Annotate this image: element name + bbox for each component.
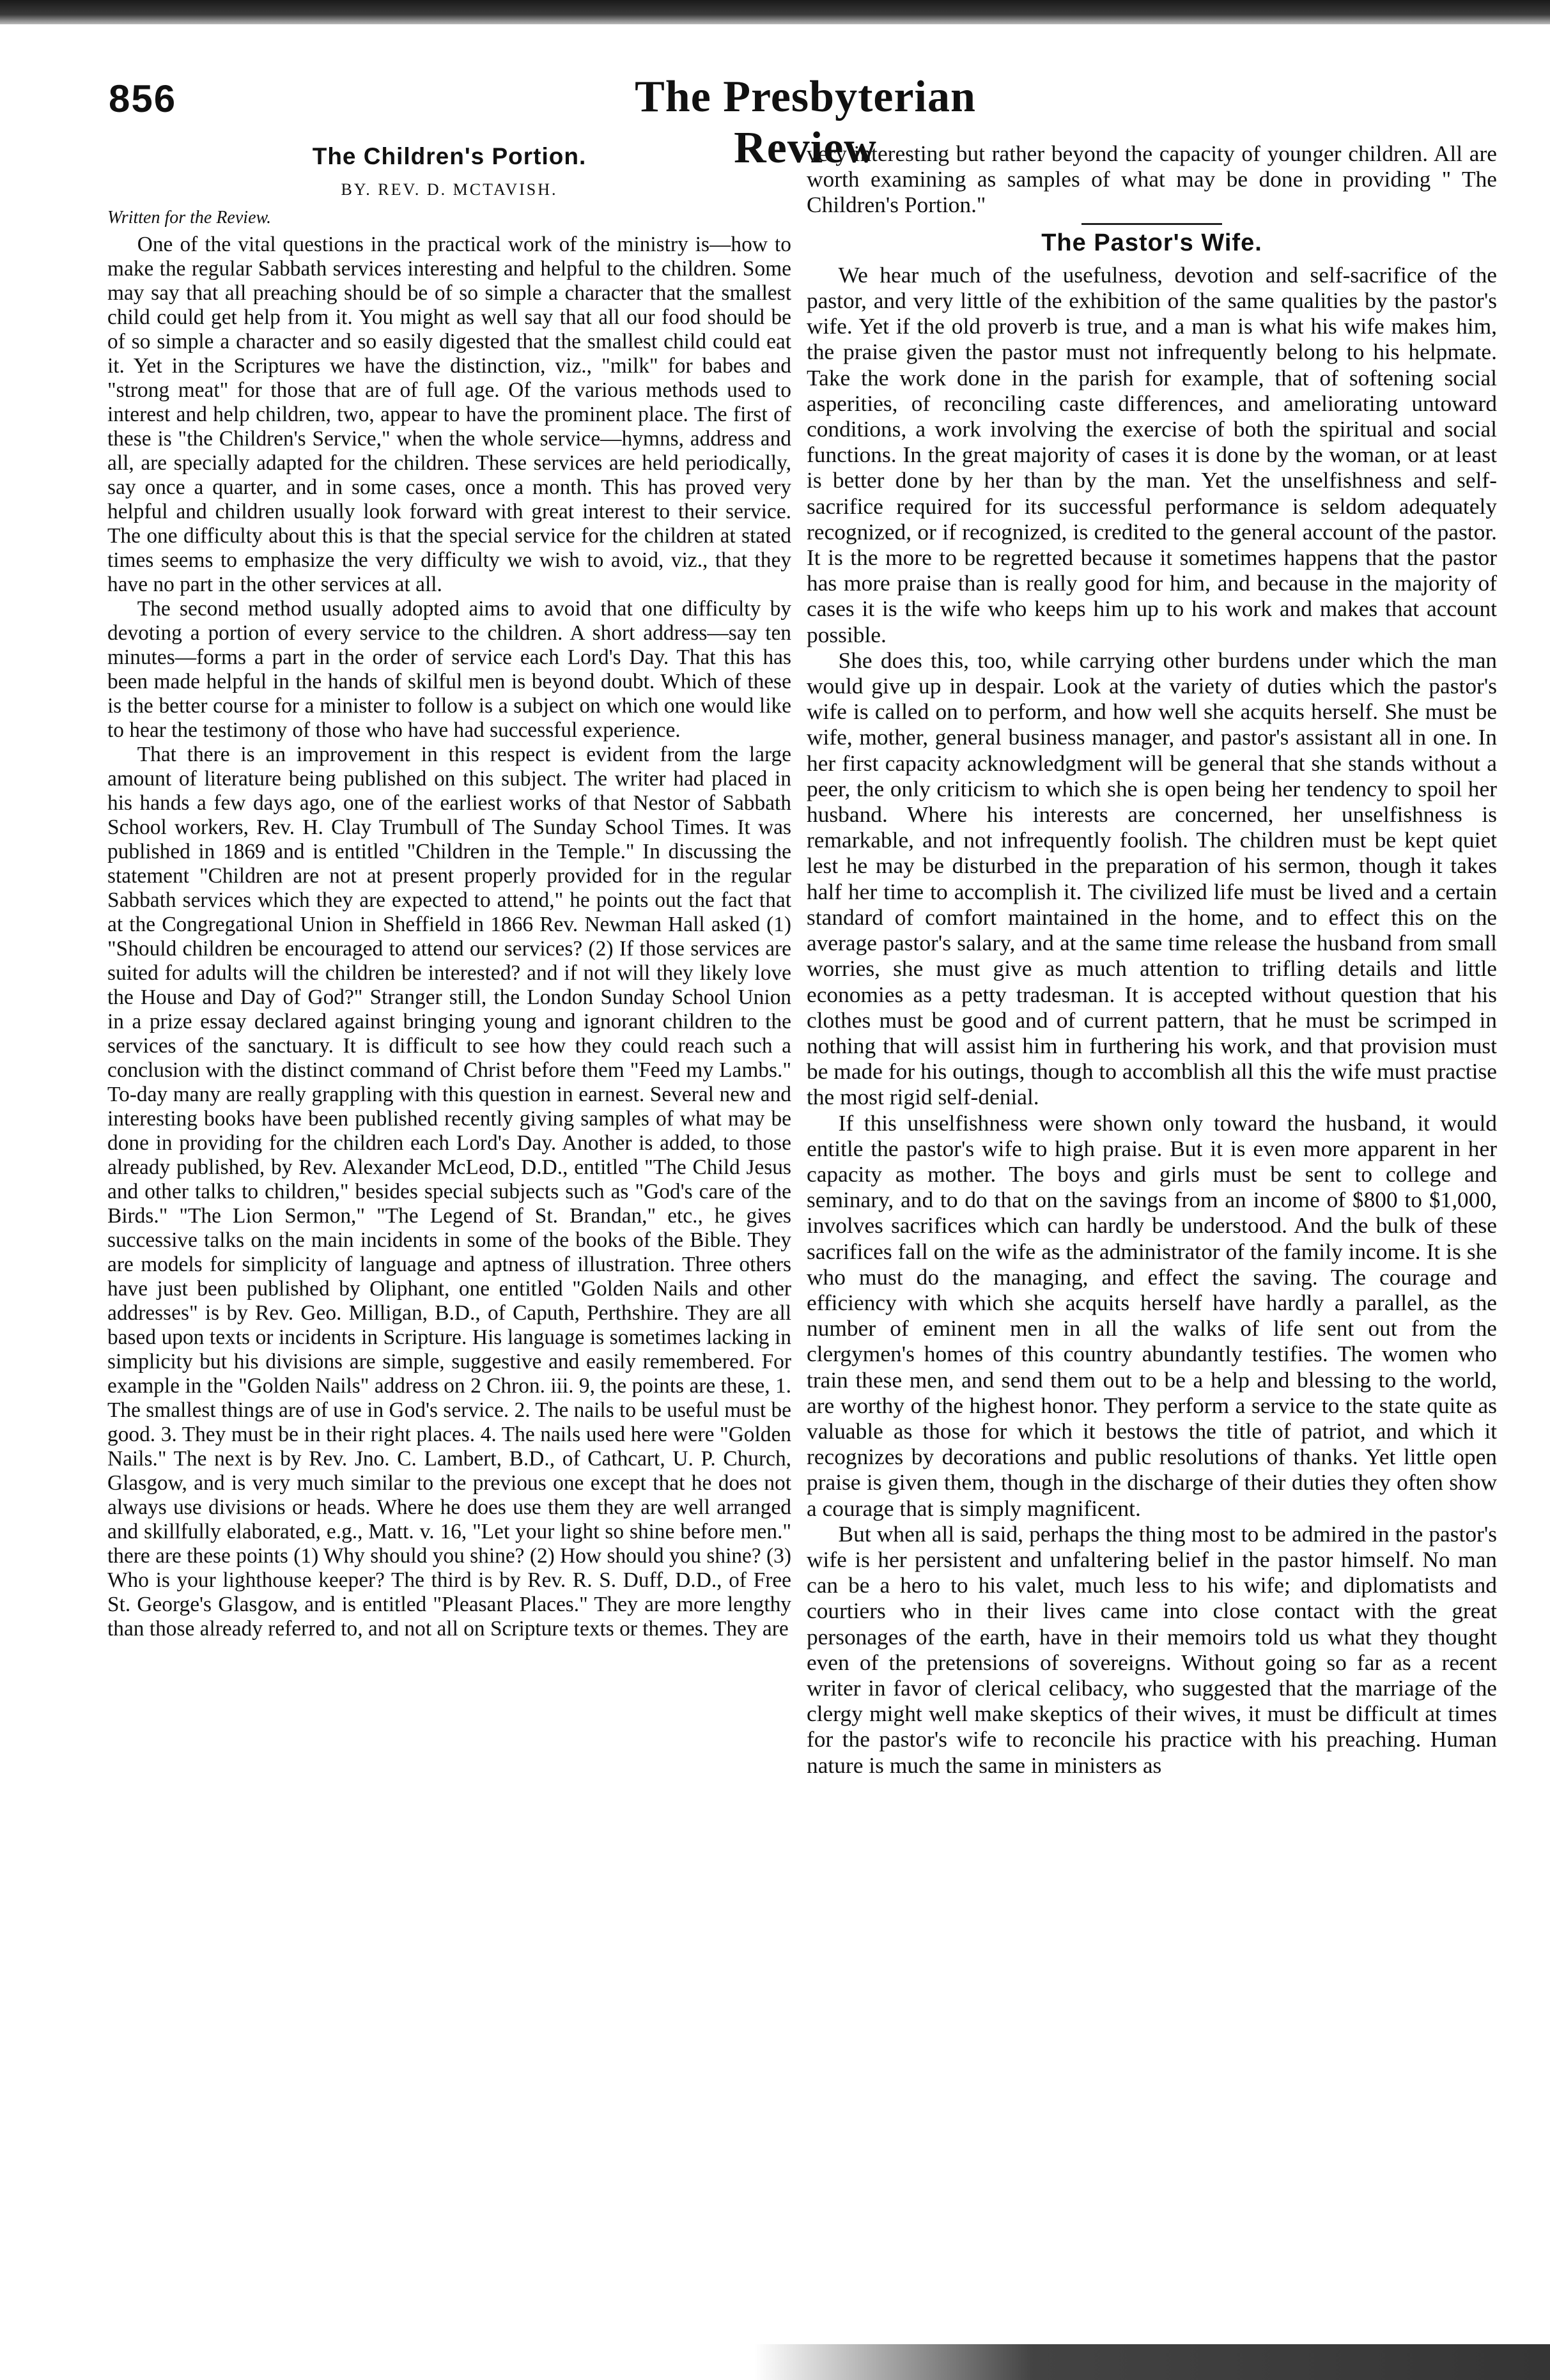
continuation-paragraph: very interesting but rather beyond the capacity of younger children. All are worth examining as samples of what may be done in providing " The Children's Portion." [807,141,1497,218]
scan-edge-bottom [754,2344,1550,2380]
right-column [807,141,1497,2326]
article-title: The Children's Portion. [312,143,587,169]
section-divider [1081,223,1222,225]
paragraph: She does this, too, while carrying other burdens under which the man would give up in despair. Look at the variety of duties which the pastor's wife is called on to perform, and how well she acquits herself. She must be wife, mother, general business manager, and pastor's assistant all in one. In her first capacity acknowledgment will be general that she stands without a peer, the only criticism to which she is open being her tendency to spoil her husband. Where his interests are concerned, her unselfishness is remarkable, and not infrequently foolish. The children must be kept quiet lest he may be disturbed in the preparation of his sermon, though it takes half her time to accomplish it. The civilized life must be lived and a certain standard of comfort maintained in the home, and to effect this on the average pastor's salary, and at the same time release the husband from small worries, she must give as much attention to trifling details and little economies as a petty tradesman. It is accepted without question that his clothes must be good and of current pattern, that he must be scrimped in nothing that will assist him in furthering his work, and that provision must be made for his outings, though to accomblish all this the wife must practise the most rigid self-denial. [807,647,1497,1110]
article-title: The Pastor's Wife. [1041,229,1262,256]
paragraph: But when all is said, perhaps the thing most to be admired in the pastor's wife is her persistent and unfaltering belief in the pastor himself. No man can be a hero to his valet, much less to his wife; and diplomatists and courtiers who in their lives came into close contact with the great personages of the earth, have in their memoirs told us what they thought even of the pretensions of sovereigns. Without going so far as a recent writer in favor of clerical celibacy, who suggested that the marriage of the clergy might well make skeptics of their wives, it must be difficult at times for the pastor's wife to reconcile his practice with his preaching. Human nature is much the same in ministers as [807,1520,1497,1778]
paragraph: The second method usually adopted aims to avoid that one difficulty by devoting a portion of every service to the children. A short address—say ten minutes—forms a part in the order of service each Lord's Day. That this has been made helpful in the hands of skilful men is beyond doubt. Which of these is the better course for a minister to follow is a subject on which one would like to hear the testimony of those who have had successful experience. [107,597,791,742]
paragraph: If this unselfishness were shown only toward the husband, it would entitle the pastor's wife to high praise. But it is even more apparent in her capacity as mother. The boys and girls must be sent to college and seminary, and to do that on the savings from an income of $800 to $1,000, involves sacrifices which can hardly be understood. And the bulk of these sacrifices fall on the wife as the administrator of the family income. It is she who must do the managing, and effect the saving. The courage and efficiency with which she acquits herself have hardly a parallel, as the number of eminent men in all the walks of life sent out from the clergymen's homes of this country abundantly testifies. The women who train these men, and send them out to be a help and blessing to the world, are worthy of the highest honor. They perform a service to the state quite as valuable as those for which it bestows the title of patriot, and which it recognizes by decorations and public resolutions of thanks. Yet little open praise is given them, though in the discharge of their duties they often show a courage that is simply magnificent. [807,1109,1497,1521]
page-number: 856 [109,77,177,120]
left-column [107,141,791,2326]
byline: BY. REV. D. MCTAVISH. [341,180,558,199]
scan-edge-top [0,0,1550,24]
credit-line: Written for the Review. [107,208,272,228]
paragraph: We hear much of the usefulness, devotion and self-sacrifice of the pastor, and very little of the exhibition of the same qualities by the pastor's wife. Yet if the old proverb is true, and a man is what his wife makes him, the praise given the pastor must not infrequently belong to his helpmate. Take the work done in the parish for example, that of softening social asperities, of reconciling caste differences, and ameliorating untoward conditions, a work involving the exercise of both the spiritual and social functions. In the great majority of cases it is done by the woman, or at least is better done by her than by the man. Yet the unselfishness and self-sacrifice required for its successful performance is seldom adequately recognized, or if recognized, is credited to the general account of the pastor. It is the more to be regretted because it sometimes happens that the pastor has more praise than is really good for him, and because in the majority of cases it is the wife who keeps him up to his work and makes that account possible. [807,261,1497,647]
paragraph: That there is an improvement in this respect is evident from the large amount of literature being published on this subject. The writer had placed in his hands a few days ago, one of the earliest works of that Nestor of Sabbath School workers, Rev. H. Clay Trumbull of The Sunday School Times. It was published in 1869 and is entitled "Children in the Temple." In discussing the statement "Children are not at present properly provided for in the regular Sabbath services which they are expected to attend," he points out the fact that at the Congregational Union in Sheffield in 1866 Rev. Newman Hall asked (1) "Should children be encouraged to attend our services? (2) If those services are suited for adults will the children be interested? and if not will they likely love the House and Day of God?" Stranger still, the London Sunday School Union in a prize essay declared against bringing young and ignorant children to the services of the sanctuary. It is difficult to see how they could reach such a conclusion with the distinct command of Christ before them "Feed my Lambs." To-day many are really grappling with this question in earnest. Several new and interesting books have been published recently giving samples of what may be done in providing for the children each Lord's Day. Another is added, to those already published, by Rev. Alexander McLeod, D.D., entitled "The Child Jesus and other talks to children," besides special subjects such as "God's care of the Birds." "The Lion Sermon," "The Legend of St. Brandan," etc., he gives successive talks on the main incidents in some of the books of the Bible. They are models for simplicity of language and aptness of illustration. Three others have just been published by Oliphant, one entitled "Golden Nails and other addresses" is by Rev. Geo. Milligan, B.D., of Caputh, Perthshire. They are all based upon texts or incidents in Scripture. His language is sometimes lacking in simplicity but his divisions are simple, suggestive and easily remembered. For example in the "Golden Nails" address on 2 Chron. iii. 9, the points are these, 1. The smallest things are of use in God's service. 2. The nails to be useful must be good. 3. They must be in their right places. 4. The nails used here were "Golden Nails." The next is by Rev. Jno. C. Lambert, B.D., of Cathcart, U. P. Church, Glasgow, and is very much similar to the previous one except that he does not always use divisions or heads. Where he does use them they are well arranged and skillfully elaborated, e.g., Matt. v. 16, "Let your light so shine before men." there are these points (1) Why should you shine? (2) How should you shine? (3) Who is your lighthouse keeper? The third is by Rev. R. S. Duff, D.D., of Free St. George's Glasgow, and is entitled "Pleasant Places." They are more lengthy than those already referred to, and not all on Scripture texts or themes. They are [107,743,791,1641]
paragraph: One of the vital questions in the practical work of the ministry is—how to make the regular Sabbath services interesting and helpful to the children. Some may say that all preaching should be of so simple a character that the smallest child could get help from it. You might as well say that all our food should be of so simple a character and so easily digested that the smallest child could eat it. Yet in the Scriptures we have the distinction, viz., "milk" for babes and "strong meat" for those that are of full age. Of the various methods used to interest and help children, two, appear to have the prominent place. The first of these is "the Children's Service," when the whole service—hymns, address and all, are specially adapted for the children. These services are held periodically, say once a quarter, and in some cases, once a month. This has proved very helpful and children usually look forward with great interest to their service. The one difficulty about this is that the special service for the children at stated times seems to emphasize the very difficulty we wish to avoid, viz., that they have no part in the other services at all. [107,233,791,596]
running-head: The Presbyterian Review [635,72,976,173]
